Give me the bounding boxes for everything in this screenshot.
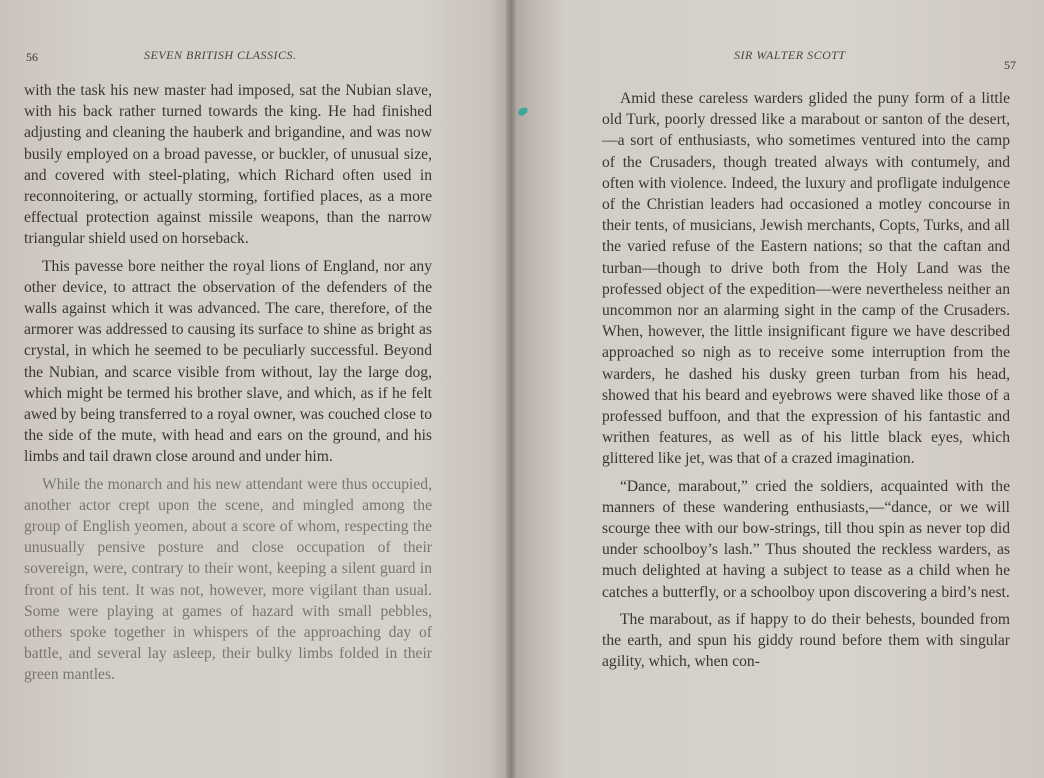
right-running-head: SIR WALTER SCOTT — [734, 48, 846, 62]
left-page-number: 56 — [26, 50, 38, 64]
right-page-text — [602, 88, 1010, 678]
right-paragraph-3: The marabout, as if happy to do their behests, bounded from the earth, and spun his giddy round before them with singular agility, which, when con- — [602, 610, 1010, 671]
left-page-text — [24, 80, 432, 692]
right-paragraph-1: Amid these careless warders glided the puny form of a little old Turk, poorly dressed like a marabout or santon of the desert,—a sort of enthusiasts, who sometimes ventured into the camp of the Crusaders, though treated always with contumely, and often with violence. Indeed, the luxury and profligate indulgence of the Christian leaders had occasioned a motley concourse in their tents, of musicians, Jewish merchants, Copts, Turks, and all the varied refuse of the Eastern nations; so that the caftan and turban—though to drive both from the Holy Land was the professed object of the expedition—were nevertheless neither an uncommon nor an alarming sight in the camp of the Crusaders. When, however, the little insignificant figure we have described approached so nigh as to receive some interruption from the warders, he dashed his dusky green turban from his head, showed that his beard and eyebrows were shaved like those of a professed buffoon, and that the expression of his fantastic and writhen features, as well as of his little black eyes, which glittered like jet, was that of a crazed imagination. — [602, 90, 1010, 468]
left-running-head: SEVEN BRITISH CLASSICS. — [144, 48, 297, 62]
right-page-number: 57 — [1004, 58, 1016, 72]
left-paragraph-3: While the monarch and his new attendant were thus occupied, another actor crept upon the scene, and mingled among the group of English yeomen, about a score of whom, respecting the unusually pensive posture and close occupation of their sovereign, were, contrary to their wont, keeping a silent guard in front of his tent. It was not, however, more vigilant than usual. Some were playing at games of hazard with small pebbles, others spoke together in whispers of the approaching day of battle, and several lay asleep, their bulky limbs folded in their green mantles. — [24, 475, 432, 684]
right-page — [516, 0, 1044, 778]
left-paragraph-1: with the task his new master had imposed, sat the Nubian slave, with his back rather turned towards the king. He had finished adjusting and cleaning the hauberk and brigandine, and was now busily employed on a broad pavesse, or buckler, of unusual size, and covered with steel-plating, which Richard often used in reconnoitering, or actually storming, fortified places, as a more effectual protection against missile weapons, than the narrow triangular shield used on horseback. — [24, 82, 432, 248]
left-page — [0, 0, 506, 778]
book-gutter — [506, 0, 516, 778]
right-paragraph-2: “Dance, marabout,” cried the soldiers, acquainted with the manners of these wandering enthusiasts,—“dance, or we will scourge thee with our bow-strings, till thou spin as never top did under schoolboy’s lash.” Thus shouted the reckless warders, as much delighted at having a subject to tease as a child when he catches a butterfly, or a schoolboy upon discovering a bird’s nest. — [602, 477, 1010, 601]
left-paragraph-2: This pavesse bore neither the royal lions of England, nor any other device, to attract the observation of the defenders of the walls against which it was advanced. The care, therefore, of the armorer was addressed to causing its surface to shine as bright as crystal, in which he seemed to be peculiarly successful. Beyond the Nubian, and scarce visible from without, lay the large dog, which might be termed his brother slave, and which, as if he felt awed by being transferred to a royal owner, was couched close to the side of the mute, with head and ears on the ground, and his limbs and tail drawn close around and under him. — [24, 257, 432, 466]
